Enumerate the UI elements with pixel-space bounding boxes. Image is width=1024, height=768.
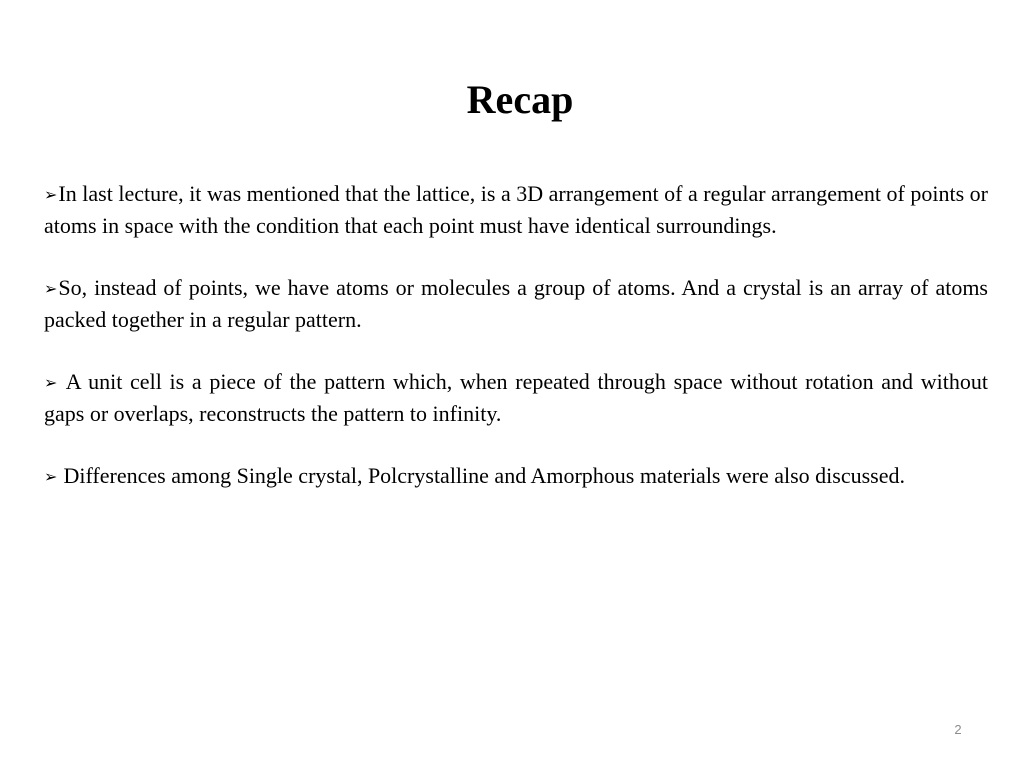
bullet-item xyxy=(44,272,988,335)
bullet-item xyxy=(44,366,988,429)
bullet-text: Differences among Single crystal, Polcrystalline and Amorphous materials were also discussed. xyxy=(63,463,905,488)
bullet-text: A unit cell is a piece of the pattern which, when repeated through space without rotation and without gaps or overlaps, reconstructs the pattern to infinity. xyxy=(44,369,988,426)
bullet-text: So, instead of points, we have atoms or molecules a group of atoms. And a crystal is an array of atoms packed together in a regular pattern. xyxy=(44,275,988,332)
arrow-bullet-icon: ➢ xyxy=(44,467,63,486)
arrow-bullet-icon: ➢ xyxy=(44,373,65,392)
page-number: 2 xyxy=(954,722,962,737)
arrow-bullet-icon: ➢ xyxy=(44,279,58,298)
bullet-text: In last lecture, it was mentioned that the lattice, is a 3D arrangement of a regular arrangement of points or atoms in space with the condition that each point must have identical surroundings. xyxy=(44,181,988,238)
slide-content xyxy=(44,178,988,523)
slide-title: Recap xyxy=(466,77,574,122)
bullet-item xyxy=(44,178,988,241)
arrow-bullet-icon: ➢ xyxy=(44,185,58,204)
bullet-item xyxy=(44,460,988,492)
